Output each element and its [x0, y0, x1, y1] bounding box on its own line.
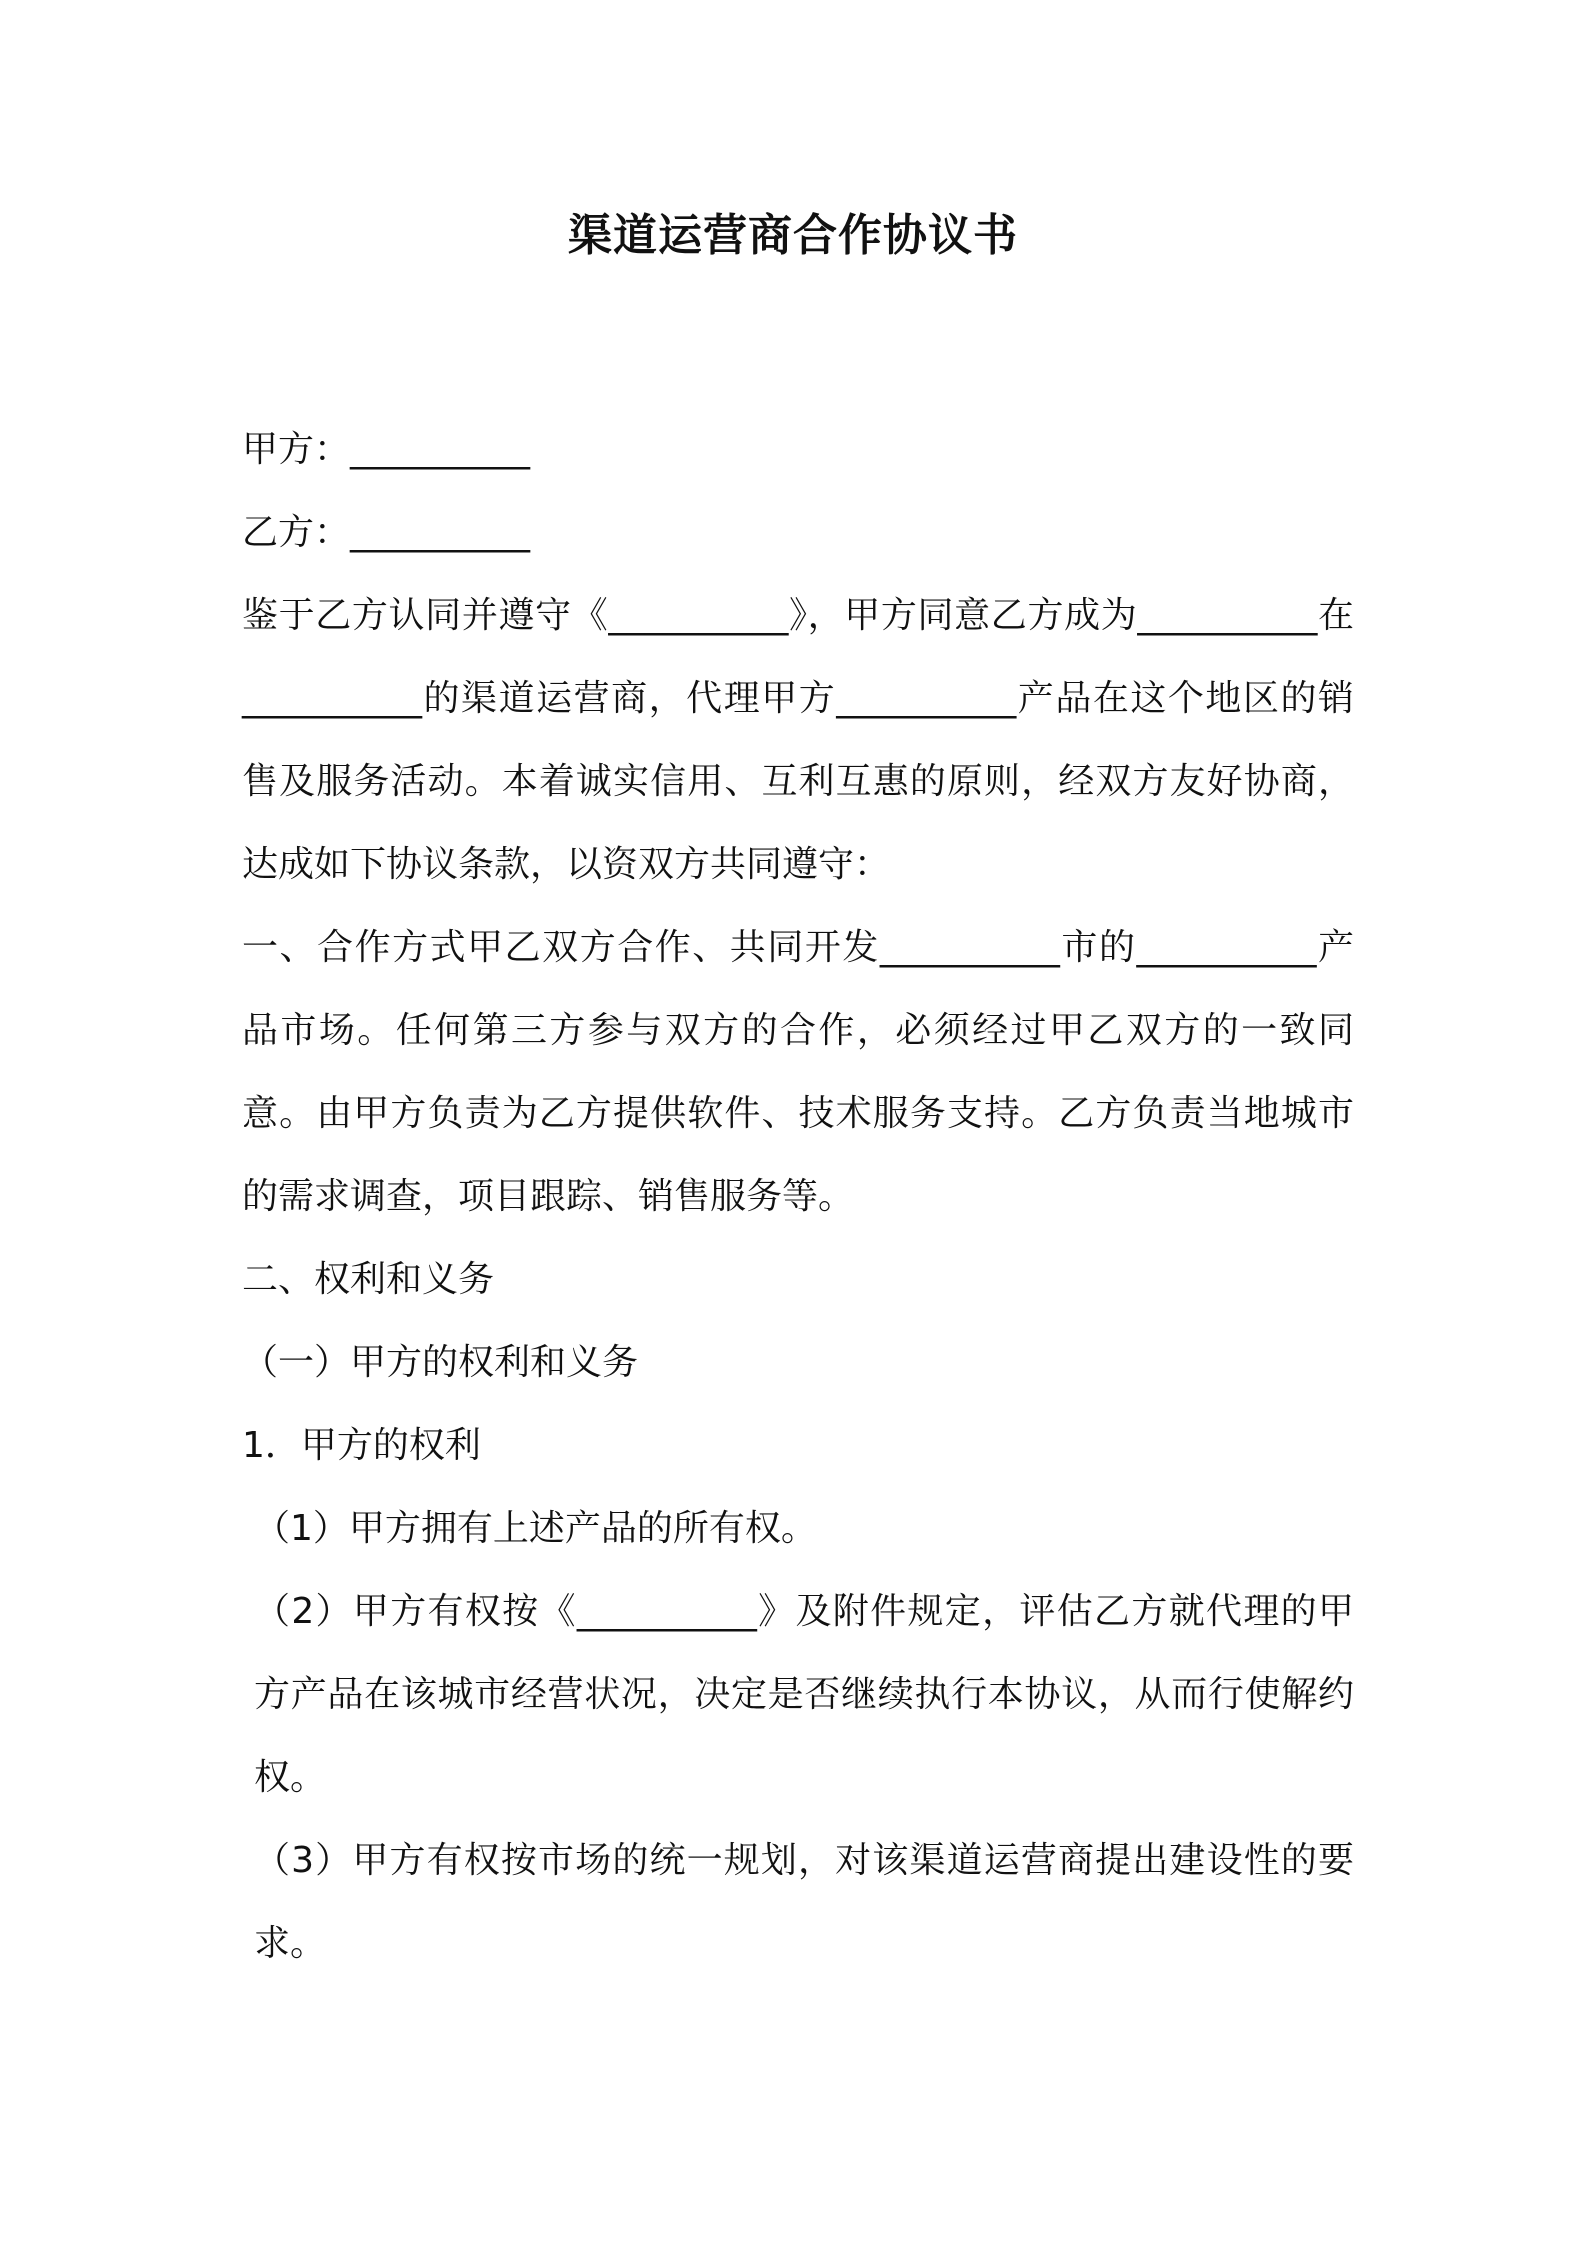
section-cooperation-method: 一、合作方式甲乙双方合作、共同开发__________市的__________产品市场。任何第三方参与双方的合作，必须经过甲乙双方的一致同意。由甲方负责为乙方提供软件、技术服务支持。乙方负责当地城市的需求调查，项目跟踪、销售服务等。 [242, 927, 1354, 1217]
document-body [242, 408, 1354, 1985]
section-rights-obligations-heading: 二、权利和义务 [242, 1259, 495, 1300]
preamble-paragraph: 鉴于乙方认同并遵守《__________》，甲方同意乙方成为__________在__________的渠道运营商，代理甲方__________产品在这个地区的销售及服务活动。本着诚实信用、互利互惠的原则，经双方友好协商，达成如下协议条款，以资双方共同遵守： [242, 595, 1354, 885]
party-a-line: 甲方：__________ [242, 429, 531, 470]
subsection-party-a-heading: （一）甲方的权利和义务 [242, 1342, 639, 1383]
document-title: 渠道运营商合作协议书 [568, 210, 1018, 261]
clause-1: （1）甲方拥有上述产品的所有权。 [254, 1508, 817, 1549]
clause-2: （2）甲方有权按《__________》及附件规定，评估乙方就代理的甲方产品在该城市经营状况，决定是否继续执行本协议，从而行使解约权。 [254, 1591, 1354, 1798]
party-a-rights-heading: 1．甲方的权利 [242, 1425, 481, 1466]
party-b-line: 乙方：__________ [242, 512, 531, 553]
clause-3: （3）甲方有权按市场的统一规划，对该渠道运营商提出建设性的要求。 [254, 1840, 1354, 1964]
